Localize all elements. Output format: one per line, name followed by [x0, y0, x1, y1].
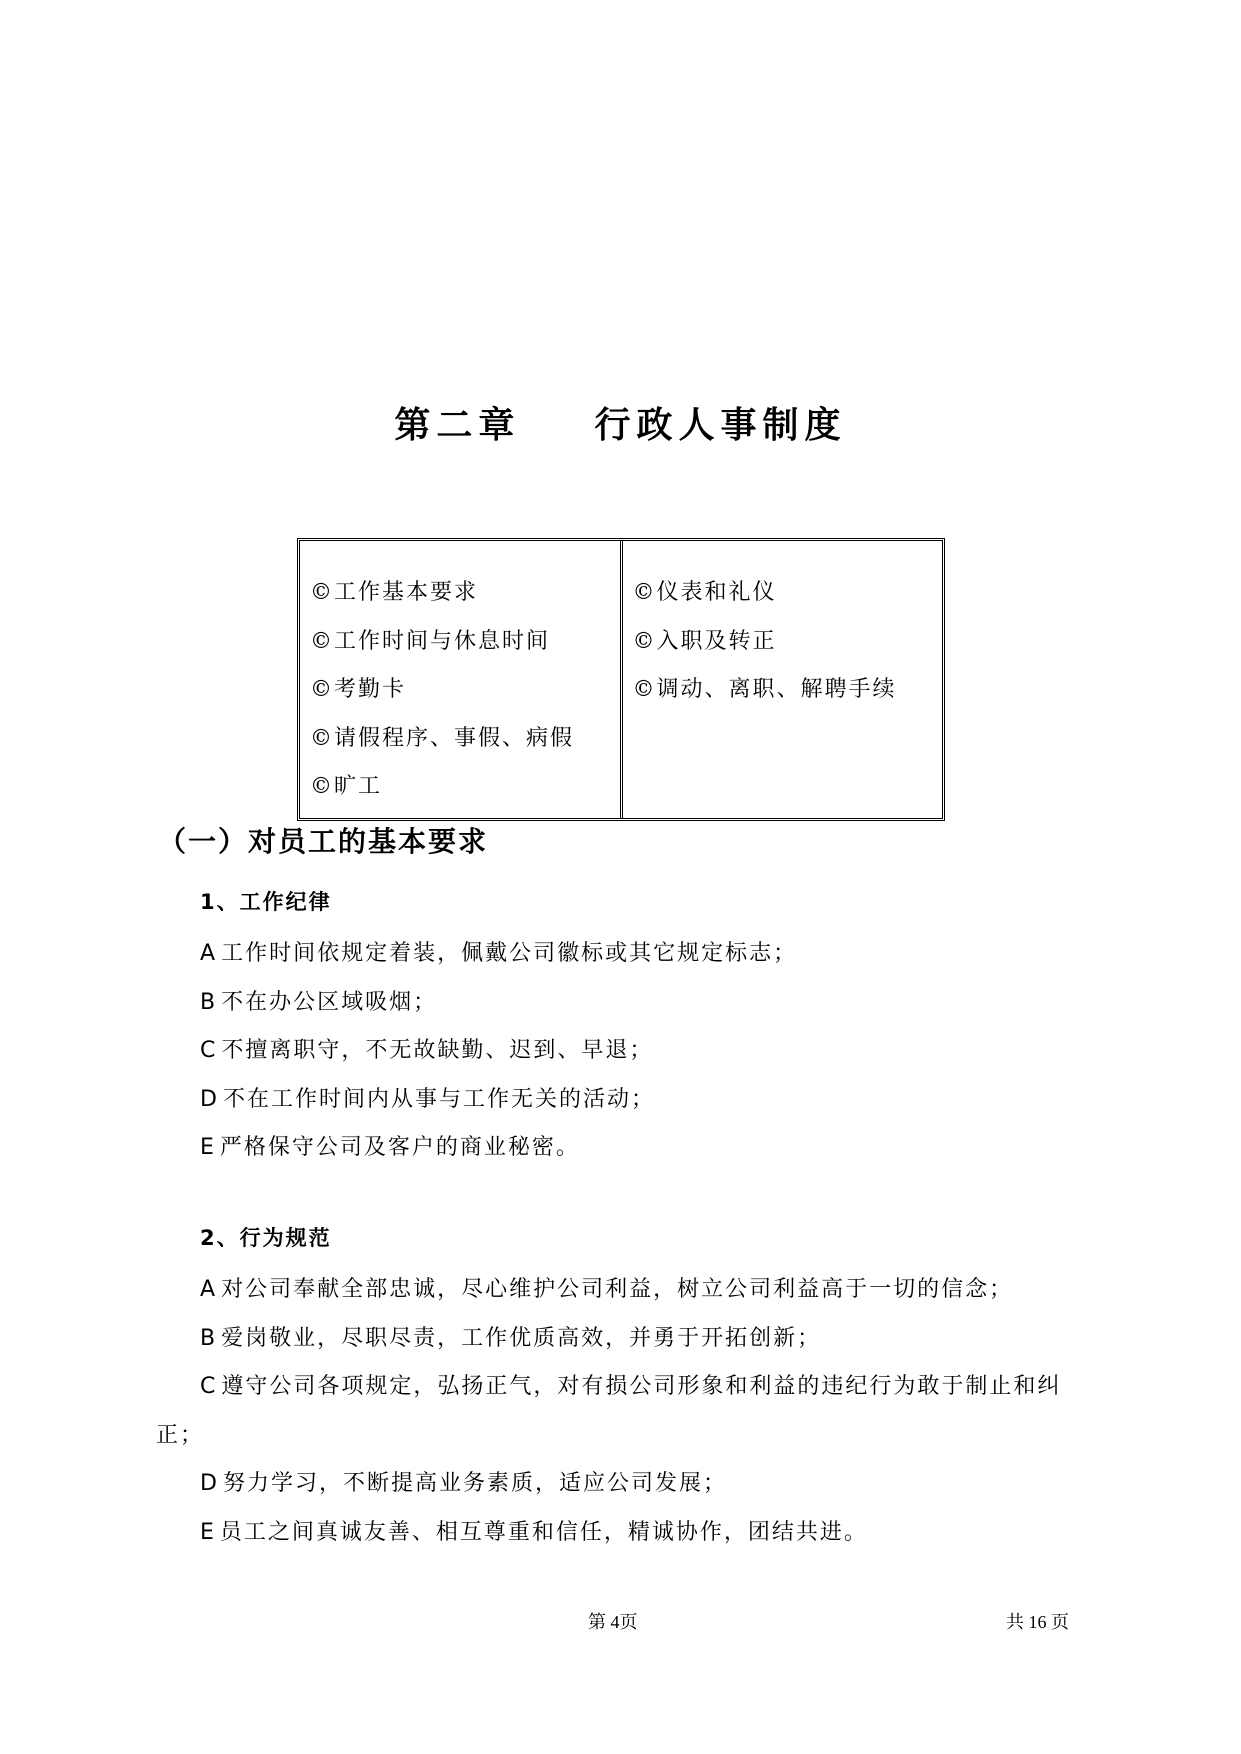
item-marker: A [200, 941, 218, 966]
toc-column-right [620, 541, 943, 818]
item-text: 遵守公司各项规定，弘扬正气，对有损公司形象和利益的违纪行为敢于制止和纠 [221, 1374, 1062, 1399]
toc-item: ©入职及转正 [632, 628, 777, 654]
list-item [200, 1460, 1100, 1509]
subsection-work-discipline [200, 882, 1100, 1173]
list-item [200, 1076, 1100, 1125]
toc-item: ©仪表和礼仪 [632, 580, 777, 605]
item-text: 对公司奉献全部忠诚，尽心维护公司利益，树立公司利益高于一切的信念； [221, 1277, 1014, 1302]
toc-column-left [300, 541, 620, 818]
list-item-continuation: 正； [156, 1422, 205, 1448]
item-marker: D [200, 1086, 219, 1112]
item-text: 工作时间依规定着装，佩戴公司徽标或其它规定标志； [221, 941, 798, 966]
list-item [200, 1509, 1100, 1558]
item-text: 不在工作时间内从事与工作无关的活动； [222, 1086, 655, 1112]
item-text: 严格保守公司及客户的商业秘密。 [219, 1135, 580, 1160]
item-text: 不在办公区域吸烟； [221, 989, 438, 1015]
item-marker: A [200, 1277, 218, 1302]
page-number: 第 4页 [588, 1612, 638, 1632]
toc-item: ©工作时间与休息时间 [310, 628, 551, 654]
list-item [200, 1266, 1100, 1315]
toc-table [297, 538, 945, 821]
toc-item: ©调动、离职、解聘手续 [632, 677, 897, 702]
section-heading: （一）对员工的基本要求 [158, 825, 489, 858]
item-marker: B [200, 989, 218, 1015]
list-item [200, 979, 1100, 1028]
page-total: 共 16 页 [1006, 1612, 1069, 1632]
toc-item: ©工作基本要求 [310, 580, 479, 605]
toc-item: ©旷工 [310, 774, 383, 799]
subsection-heading: 1、工作纪律 [200, 890, 332, 914]
item-marker: C [200, 1374, 218, 1399]
list-item [200, 1363, 1100, 1412]
list-item [200, 1315, 1100, 1364]
item-text: 员工之间真诚友善、相互尊重和信任，精诚协作，团结共进。 [219, 1519, 868, 1545]
list-item [200, 1027, 1100, 1076]
item-marker: C [200, 1038, 218, 1063]
item-marker: E [200, 1135, 216, 1160]
list-item [200, 1124, 1100, 1173]
toc-item: ©考勤卡 [310, 677, 407, 702]
item-text: 不擅离职守，不无故缺勤、迟到、早退； [221, 1038, 654, 1063]
toc-item: ©请假程序、事假、病假 [310, 725, 575, 751]
item-text: 爱岗敬业，尽职尽责，工作优质高效，并勇于开拓创新； [221, 1325, 822, 1351]
item-text: 努力学习，不断提高业务素质，适应公司发展； [222, 1471, 727, 1496]
subsection-behavior-norms [156, 1218, 1100, 1557]
subsection-heading: 2、行为规范 [200, 1226, 332, 1250]
item-marker: E [200, 1519, 216, 1545]
item-marker: D [200, 1471, 219, 1496]
item-marker: B [200, 1325, 218, 1351]
list-item [200, 930, 1100, 979]
chapter-title: 第二章 行政人事制度 [394, 405, 847, 446]
